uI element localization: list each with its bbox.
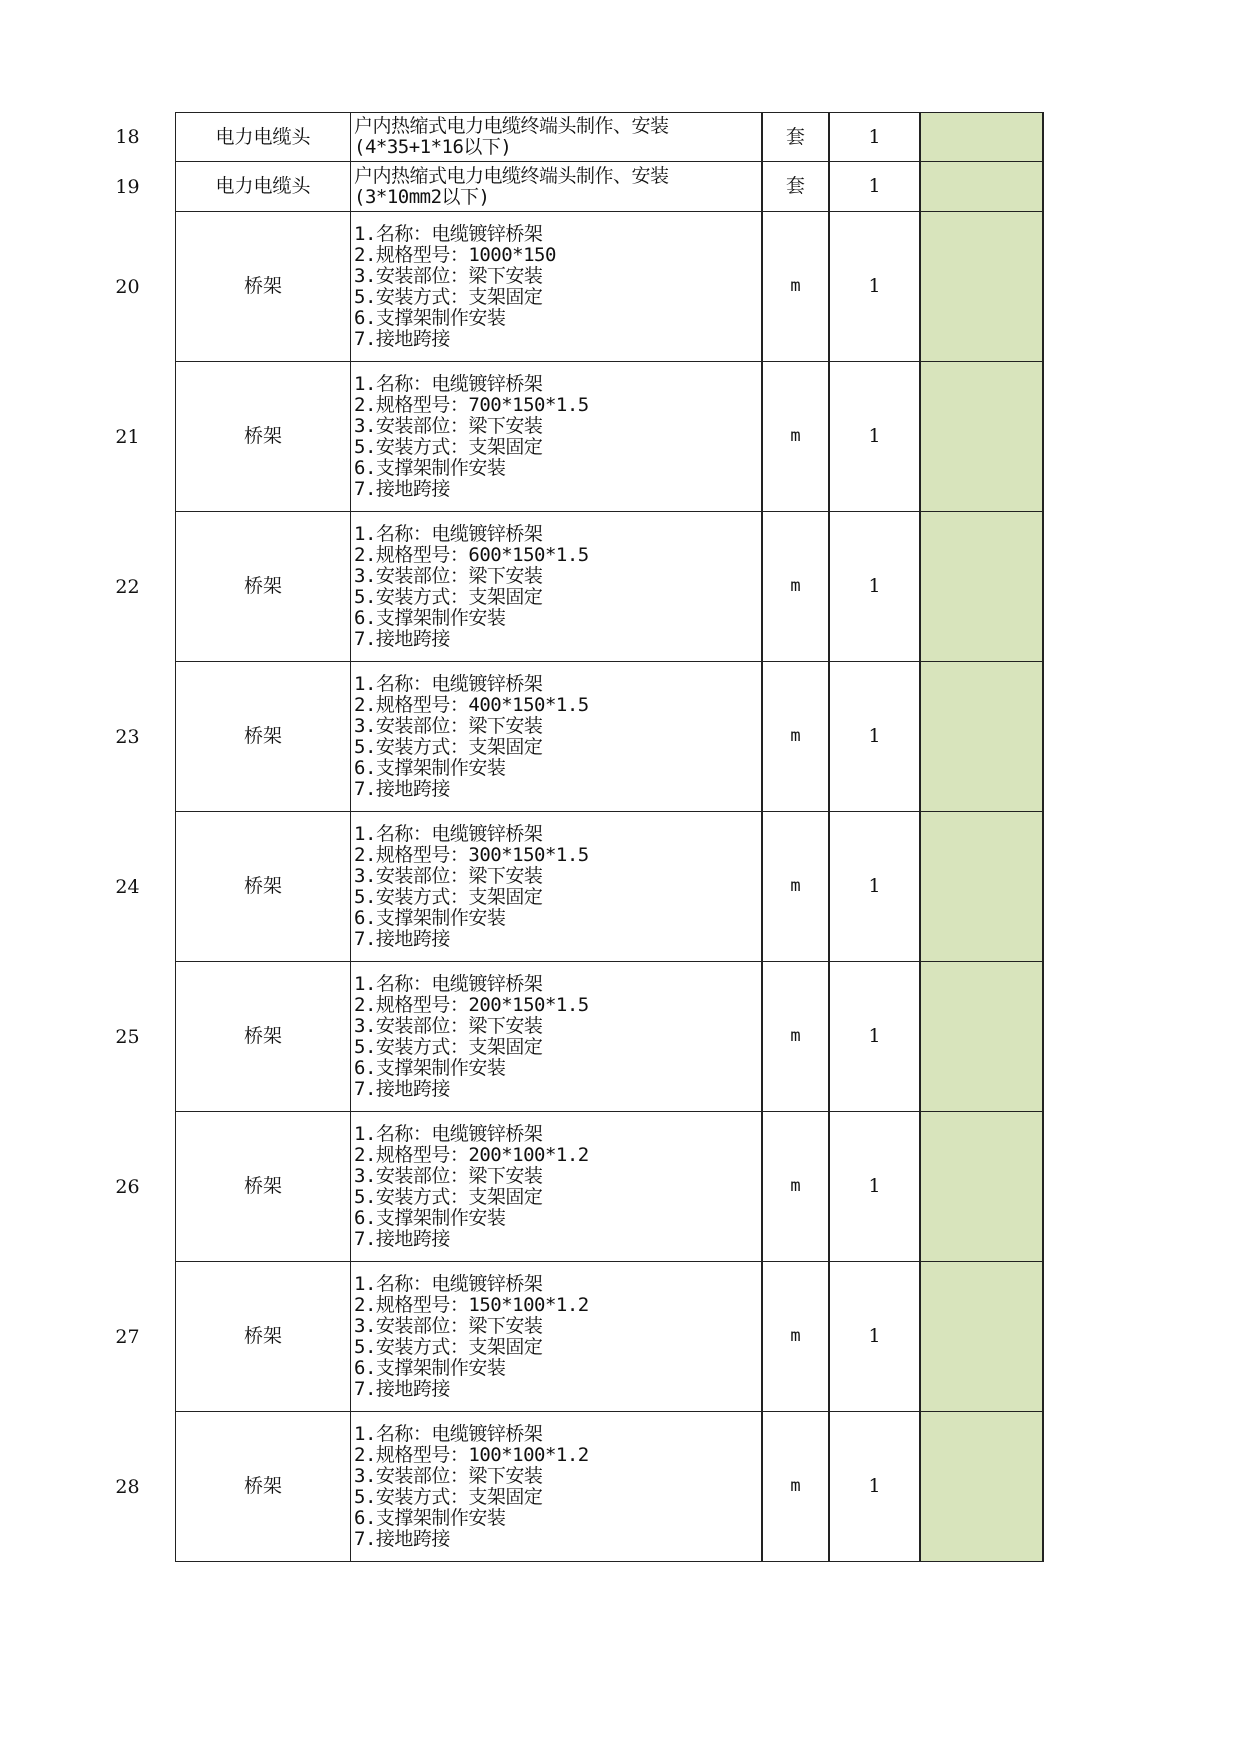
item-name[interactable]: 桥架 [175, 362, 350, 512]
description-line: 3.安装部位：梁下安装 [354, 564, 543, 587]
item-unit[interactable]: m [761, 1112, 828, 1262]
row-number[interactable]: 25 [115, 1025, 140, 1048]
item-unit[interactable]: m [761, 662, 828, 812]
table-row [0, 1262, 1240, 1412]
item-name[interactable]: 桥架 [175, 212, 350, 362]
item-description[interactable] [350, 962, 761, 1112]
description-line: 1.名称：电缆镀锌桥架 [354, 222, 543, 245]
description-line: 5.安装方式：支架固定 [354, 585, 543, 608]
description-line: 7.接地跨接 [354, 1377, 450, 1400]
description-line: 7.接地跨接 [354, 477, 450, 500]
table-row [0, 162, 1240, 212]
table-row [0, 212, 1240, 362]
row-number[interactable]: 21 [115, 425, 140, 448]
description-lines [354, 524, 589, 650]
item-unit[interactable]: m [761, 362, 828, 512]
item-quantity[interactable]: 1 [828, 512, 919, 662]
description-line: 3.安装部位：梁下安装 [354, 1014, 543, 1037]
description-line: 1.名称：电缆镀锌桥架 [354, 522, 543, 545]
table-row [0, 112, 1240, 162]
item-name[interactable]: 桥架 [175, 512, 350, 662]
row-number[interactable]: 18 [115, 125, 140, 148]
unit-price-cell[interactable] [919, 162, 1044, 212]
description-line: 1.名称：电缆镀锌桥架 [354, 672, 543, 695]
description-line: 3.安装部位：梁下安装 [354, 1464, 543, 1487]
row-number[interactable]: 27 [115, 1325, 140, 1348]
description-lines [354, 1274, 589, 1400]
description-line: 7.接地跨接 [354, 927, 450, 950]
description-lines [354, 974, 589, 1100]
description-line: 7.接地跨接 [354, 1077, 450, 1100]
unit-price-cell[interactable] [919, 212, 1044, 362]
table-row [0, 962, 1240, 1112]
item-description[interactable] [350, 1262, 761, 1412]
unit-price-cell[interactable] [919, 112, 1044, 162]
description-line: 6.支撑架制作安装 [354, 1056, 506, 1079]
table-row [0, 662, 1240, 812]
item-unit[interactable]: m [761, 812, 828, 962]
item-description[interactable] [350, 1112, 761, 1262]
item-name[interactable]: 桥架 [175, 812, 350, 962]
item-unit[interactable]: m [761, 512, 828, 662]
description-lines [354, 1124, 589, 1250]
description-line: 6.支撑架制作安装 [354, 1356, 506, 1379]
item-description[interactable] [350, 662, 761, 812]
description-line: 2.规格型号：150*100*1.2 [354, 1293, 589, 1316]
description-line: 7.接地跨接 [354, 627, 450, 650]
item-description[interactable] [350, 212, 761, 362]
description-line: 5.安装方式：支架固定 [354, 1335, 543, 1358]
item-description[interactable] [350, 112, 761, 162]
description-line: 1.名称：电缆镀锌桥架 [354, 972, 543, 995]
description-line: 2.规格型号：1000*150 [354, 243, 556, 266]
description-line: 7.接地跨接 [354, 1227, 450, 1250]
description-line: 2.规格型号：200*100*1.2 [354, 1143, 589, 1166]
description-lines [354, 166, 669, 208]
description-line: 5.安装方式：支架固定 [354, 435, 543, 458]
description-lines [354, 674, 589, 800]
description-line: 3.安装部位：梁下安装 [354, 264, 543, 287]
table-row [0, 362, 1240, 512]
table-row [0, 1412, 1240, 1562]
item-description[interactable] [350, 1412, 761, 1562]
table-row [0, 812, 1240, 962]
unit-price-cell[interactable] [919, 1412, 1044, 1562]
item-name[interactable]: 桥架 [175, 1412, 350, 1562]
description-line: 6.支撑架制作安装 [354, 1506, 506, 1529]
item-name[interactable]: 桥架 [175, 662, 350, 812]
description-line: 户内热缩式电力电缆终端头制作、安装 [354, 115, 669, 137]
description-line: (4*35+1*16以下) [354, 136, 512, 158]
item-description[interactable] [350, 812, 761, 962]
item-description[interactable] [350, 512, 761, 662]
item-unit[interactable]: m [761, 1412, 828, 1562]
description-lines [354, 374, 589, 500]
description-line: 1.名称：电缆镀锌桥架 [354, 372, 543, 395]
item-quantity[interactable]: 1 [828, 212, 919, 362]
description-line: 5.安装方式：支架固定 [354, 285, 543, 308]
table-row [0, 512, 1240, 662]
description-line: 3.安装部位：梁下安装 [354, 714, 543, 737]
unit-price-cell[interactable] [919, 362, 1044, 512]
unit-price-cell[interactable] [919, 812, 1044, 962]
description-line: 2.规格型号：600*150*1.5 [354, 543, 589, 566]
row-number[interactable]: 19 [115, 175, 140, 198]
description-lines [354, 1424, 589, 1550]
description-line: 6.支撑架制作安装 [354, 906, 506, 929]
unit-price-cell[interactable] [919, 962, 1044, 1112]
description-lines [354, 224, 556, 350]
row-number[interactable]: 26 [115, 1175, 140, 1198]
unit-price-cell[interactable] [919, 1112, 1044, 1262]
description-line: 7.接地跨接 [354, 777, 450, 800]
description-line: 6.支撑架制作安装 [354, 756, 506, 779]
description-line: 3.安装部位：梁下安装 [354, 1314, 543, 1337]
item-quantity[interactable]: 1 [828, 662, 919, 812]
item-name[interactable]: 桥架 [175, 1262, 350, 1412]
item-unit[interactable]: 套 [761, 162, 828, 212]
item-quantity[interactable]: 1 [828, 112, 919, 162]
item-quantity[interactable]: 1 [828, 362, 919, 512]
item-unit[interactable]: 套 [761, 112, 828, 162]
description-line: 5.安装方式：支架固定 [354, 885, 543, 908]
description-line: 7.接地跨接 [354, 327, 450, 350]
description-line: 1.名称：电缆镀锌桥架 [354, 822, 543, 845]
description-line: 2.规格型号：700*150*1.5 [354, 393, 589, 416]
description-line: 6.支撑架制作安装 [354, 606, 506, 629]
description-line: 2.规格型号：400*150*1.5 [354, 693, 589, 716]
description-line: 5.安装方式：支架固定 [354, 1185, 543, 1208]
description-line: 2.规格型号：100*100*1.2 [354, 1443, 589, 1466]
description-line: 3.安装部位：梁下安装 [354, 1164, 543, 1187]
item-quantity[interactable]: 1 [828, 1112, 919, 1262]
unit-price-cell[interactable] [919, 1262, 1044, 1412]
description-lines [354, 116, 669, 158]
description-line: 3.安装部位：梁下安装 [354, 864, 543, 887]
item-name[interactable]: 电力电缆头 [175, 162, 350, 212]
item-quantity[interactable]: 1 [828, 1412, 919, 1562]
item-quantity[interactable]: 1 [828, 812, 919, 962]
description-line: 2.规格型号：200*150*1.5 [354, 993, 589, 1016]
item-unit[interactable]: m [761, 962, 828, 1112]
table-row [0, 1112, 1240, 1262]
row-number[interactable]: 22 [115, 575, 140, 598]
item-unit[interactable]: m [761, 212, 828, 362]
description-line: 6.支撑架制作安装 [354, 1206, 506, 1229]
unit-price-cell[interactable] [919, 512, 1044, 662]
row-number[interactable]: 24 [115, 875, 140, 898]
row-number[interactable]: 20 [115, 275, 140, 298]
item-name[interactable]: 电力电缆头 [175, 112, 350, 162]
item-description[interactable] [350, 362, 761, 512]
description-lines [354, 824, 589, 950]
item-name[interactable]: 桥架 [175, 1112, 350, 1262]
row-number[interactable]: 23 [115, 725, 140, 748]
item-description[interactable] [350, 162, 761, 212]
description-line: 1.名称：电缆镀锌桥架 [354, 1272, 543, 1295]
description-line: 6.支撑架制作安装 [354, 456, 506, 479]
description-line: 3.安装部位：梁下安装 [354, 414, 543, 437]
description-line: 1.名称：电缆镀锌桥架 [354, 1422, 543, 1445]
description-line: 5.安装方式：支架固定 [354, 1485, 543, 1508]
description-line: 6.支撑架制作安装 [354, 306, 506, 329]
item-unit[interactable]: m [761, 1262, 828, 1412]
item-quantity[interactable]: 1 [828, 162, 919, 212]
description-line: 户内热缩式电力电缆终端头制作、安装 [354, 164, 669, 187]
item-name[interactable]: 桥架 [175, 962, 350, 1112]
item-quantity[interactable]: 1 [828, 1262, 919, 1412]
unit-price-cell[interactable] [919, 662, 1044, 812]
row-number[interactable]: 28 [115, 1475, 140, 1498]
description-line: 2.规格型号：300*150*1.5 [354, 843, 589, 866]
item-quantity[interactable]: 1 [828, 962, 919, 1112]
description-line: 5.安装方式：支架固定 [354, 1035, 543, 1058]
description-line: 1.名称：电缆镀锌桥架 [354, 1122, 543, 1145]
description-line: 5.安装方式：支架固定 [354, 735, 543, 758]
description-line: 7.接地跨接 [354, 1527, 450, 1550]
description-line: (3*10mm2以下) [354, 185, 490, 208]
